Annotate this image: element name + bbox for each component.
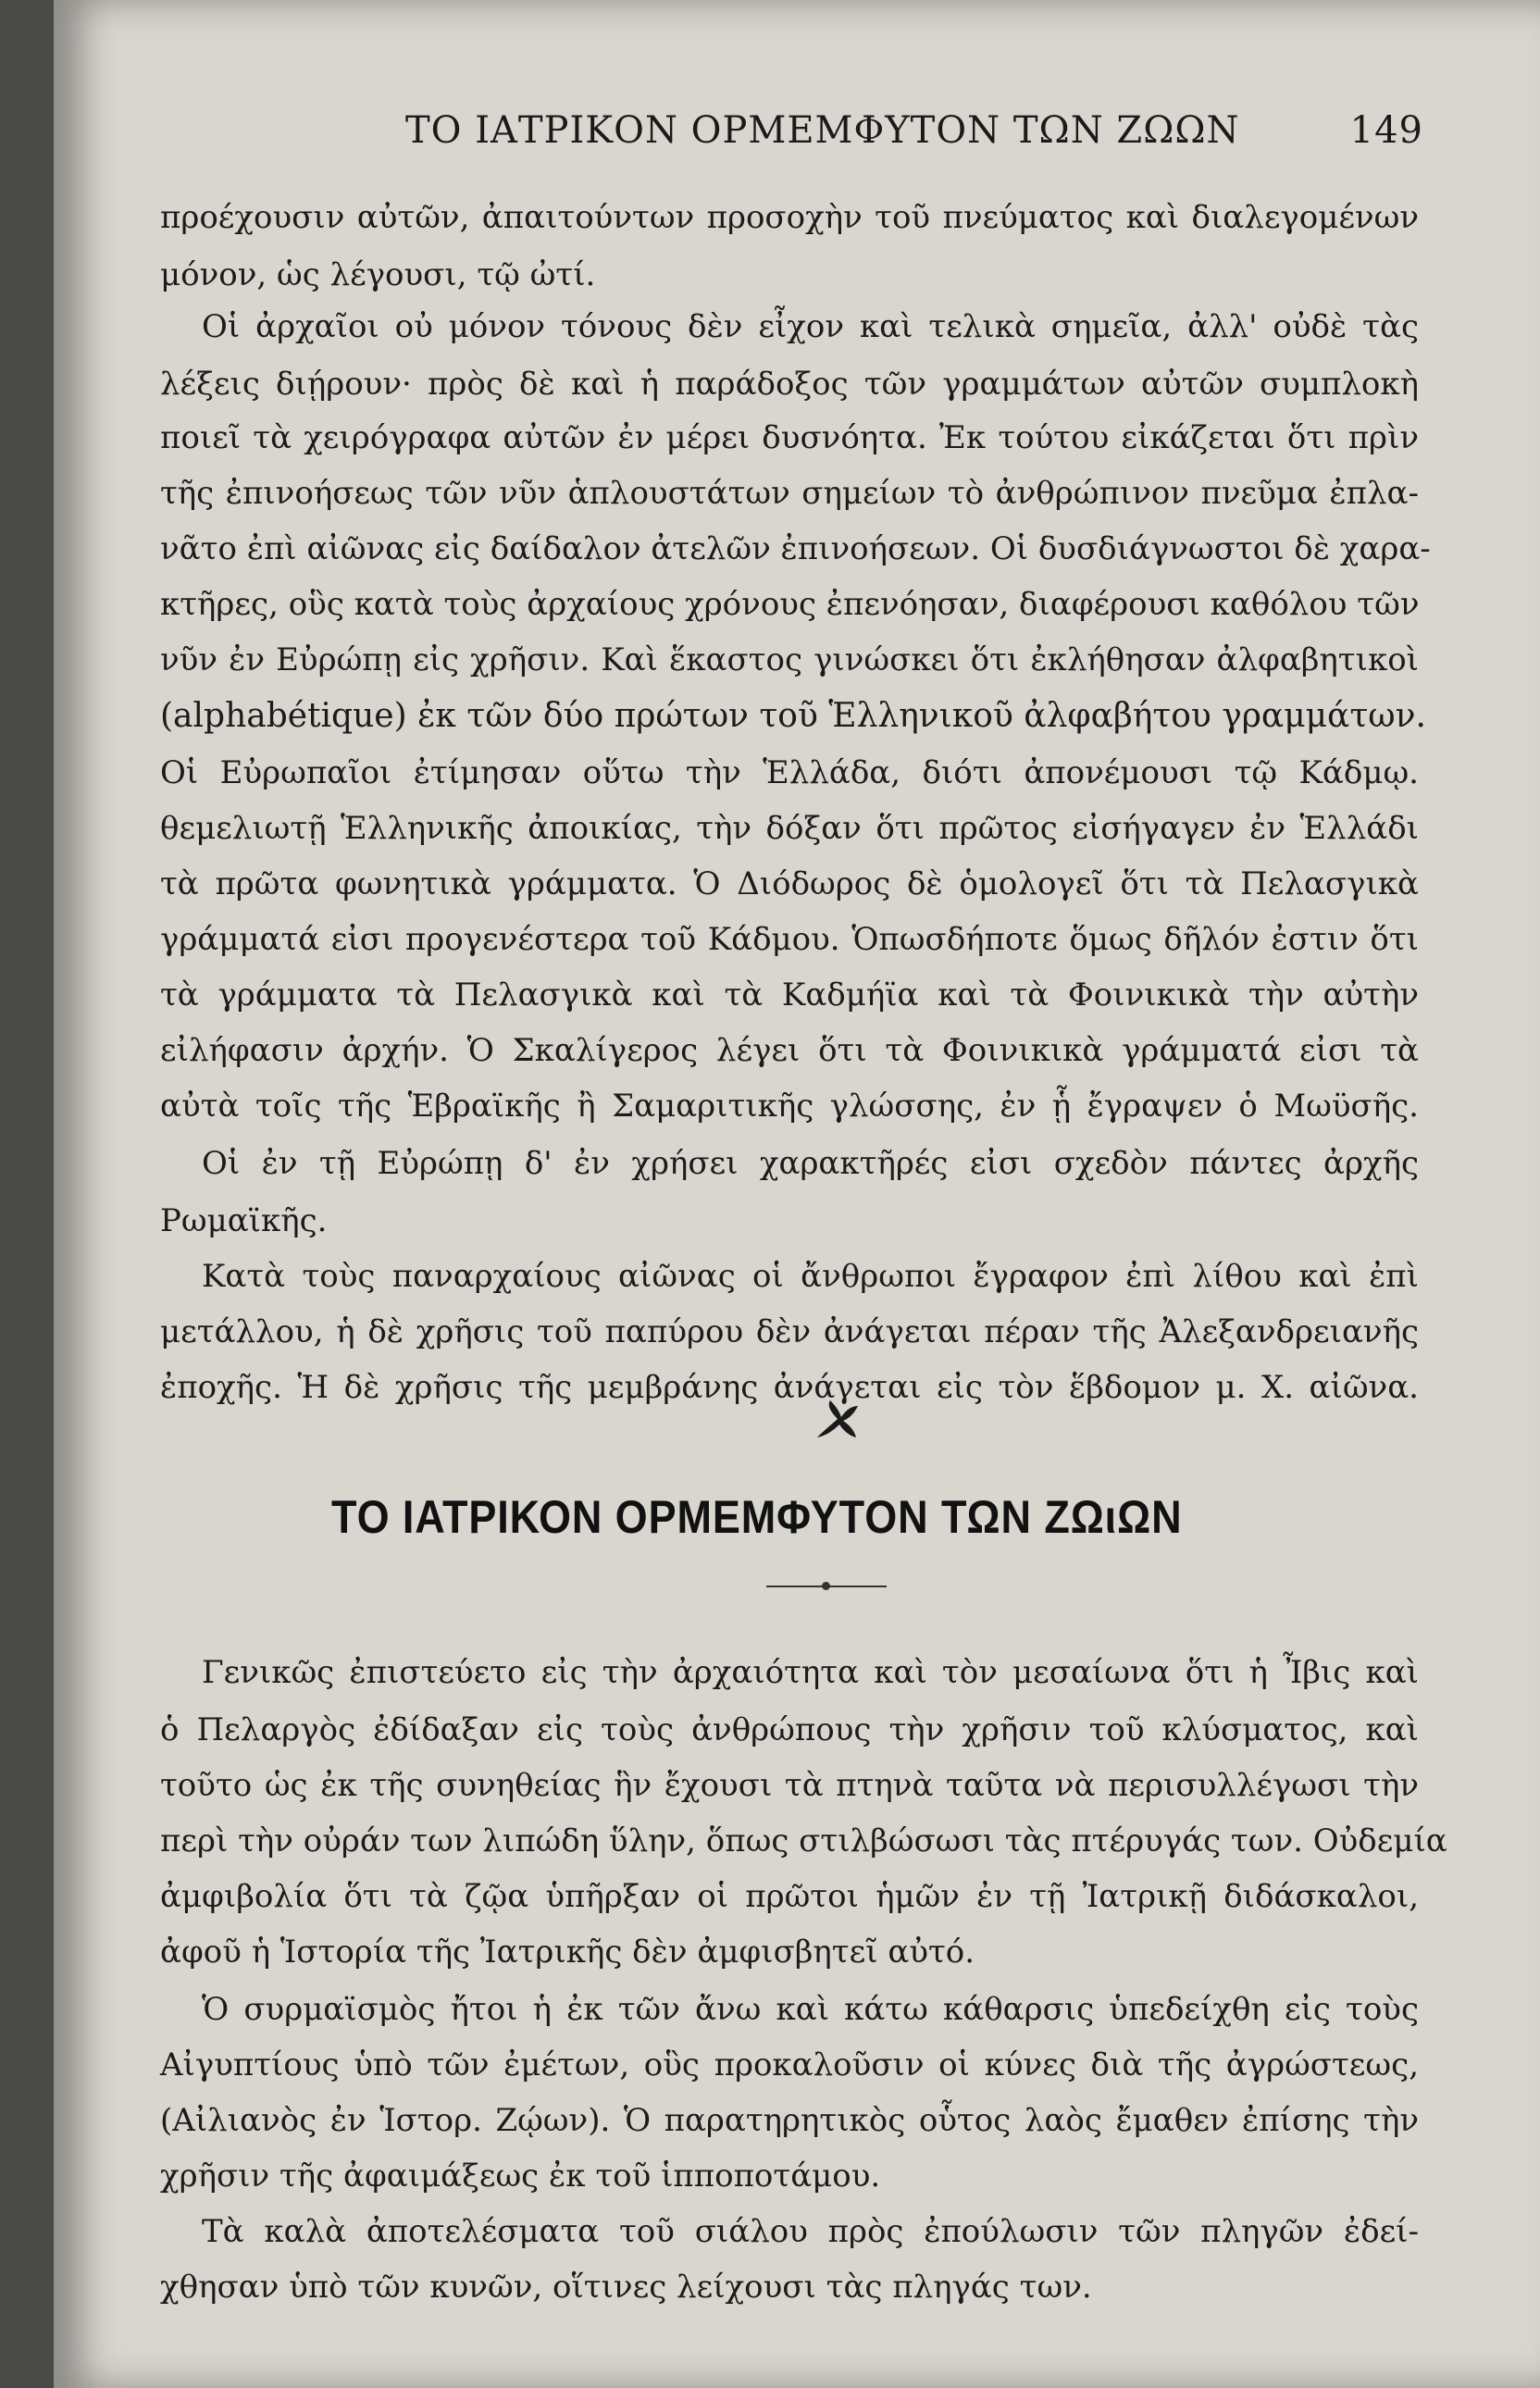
text-line: τοῦτο ὡς ἐκ τῆς συνηθείας ἣν ἔχουσι τὰ πτηνὰ ταῦτα νὰ περισυλλέγωσι τὴν bbox=[160, 1767, 1419, 1804]
text-line: (alphabétique) ἐκ τῶν δύο πρώτων τοῦ Ἑλληνικοῦ ἀλφαβήτου γραμμάτων. bbox=[160, 697, 1426, 735]
text-line: γράμματά εἰσι προγενέστερα τοῦ Κάδμου. Ὁπωσδήποτε ὅμως δῆλόν ἐστιν ὅτι bbox=[160, 921, 1419, 958]
text-line: προέχουσιν αὐτῶν, ἀπαιτούντων προσοχὴν τοῦ πνεύματος καὶ διαλεγομένων bbox=[160, 199, 1419, 236]
page-number: 149 bbox=[1349, 109, 1423, 152]
fleuron-ornament-icon bbox=[808, 1393, 863, 1449]
text-line: (Αἰλιανὸς ἐν Ἱστορ. Ζῴων). Ὁ παρατηρητικὸς οὗτος λαὸς ἔμαθεν ἐπίσης τὴν bbox=[160, 2102, 1419, 2139]
text-line: μετάλλου, ἡ δὲ χρῆσις τοῦ παπύρου δὲν ἀνάγεται πέραν τῆς Ἀλεξανδρειανῆς bbox=[160, 1313, 1419, 1350]
divider-dot bbox=[822, 1582, 830, 1590]
text-line: ἐποχῆς. Ἡ δὲ χρῆσις τῆς μεμβράνης ἀνάγεται εἰς τὸν ἕβδομον μ. Χ. αἰῶνα. bbox=[160, 1369, 1419, 1406]
text-line: αὐτὰ τοῖς τῆς Ἑβραϊκῆς ἢ Σαμαριτικῆς γλώσσης, ἐν ᾗ ἔγραψεν ὁ Μωϋσῆς. bbox=[160, 1088, 1419, 1125]
text-line: Κατὰ τοὺς παναρχαίους αἰῶνας οἱ ἄνθρωποι ἔγραφον ἐπὶ λίθου καὶ ἐπὶ bbox=[202, 1258, 1419, 1295]
text-line: Οἱ ἐν τῇ Εὐρώπῃ δ' ἐν χρήσει χαρακτῆρές εἰσι σχεδὸν πάντες ἀρχῆς bbox=[202, 1145, 1419, 1182]
text-line: Οἱ Εὐρωπαῖοι ἐτίμησαν οὕτω τὴν Ἑλλάδα, διότι ἀπονέμουσι τῷ Κάδμῳ. bbox=[160, 754, 1419, 791]
text-line: Ρωμαϊκῆς. bbox=[160, 1202, 328, 1239]
text-line: τὰ πρῶτα φωνητικὰ γράμματα. Ὁ Διόδωρος δὲ ὁμολογεῖ ὅτι τὰ Πελασγικὰ bbox=[160, 865, 1419, 902]
text-line: Ὁ συρμαϊσμὸς ἤτοι ἡ ἐκ τῶν ἄνω καὶ κάτω κάθαρσις ὑπεδείχθη εἰς τοὺς bbox=[202, 1991, 1419, 2028]
text-line: νᾶτο ἐπὶ αἰῶνας εἰς δαίδαλον ἀτελῶν ἐπινοήσεων. Οἱ δυσδιάγνωστοι δὲ χαρα- bbox=[160, 530, 1431, 567]
text-line: τῆς ἐπινοήσεως τῶν νῦν ἁπλουστάτων σημείων τὸ ἀνθρώπινον πνεῦμα ἐπλα- bbox=[160, 475, 1419, 512]
running-title: ΤΟ ΙΑΤΡΙΚΟΝ ΟΡΜΕΜΦΥΤΟΝ ΤΩΝ ΖΩΩΝ bbox=[405, 109, 1240, 152]
text-line: περὶ τὴν οὐράν των λιπώδη ὕλην, ὅπως στιλβώσωσι τὰς πτέρυγάς των. Οὐδεμία bbox=[160, 1822, 1447, 1859]
text-line: τὰ γράμματα τὰ Πελασγικὰ καὶ τὰ Καδμήϊα καὶ τὰ Φοινικικὰ τὴν αὐτὴν bbox=[160, 976, 1419, 1014]
text-line: ἀμφιβολία ὅτι τὰ ζῷα ὑπῆρξαν οἱ πρῶτοι ἡμῶν ἐν τῇ Ἰατρικῇ διδάσκαλοι, bbox=[160, 1878, 1419, 1915]
text-line: θεμελιωτῇ Ἑλληνικῆς ἀποικίας, τὴν δόξαν ὅτι πρῶτος εἰσήγαγεν ἐν Ἑλλάδι bbox=[160, 810, 1419, 847]
text-line: λέξεις διῄρουν· πρὸς δὲ καὶ ἡ παράδοξος τῶν γραμμάτων αὐτῶν συμπλοκὴ bbox=[160, 366, 1419, 403]
text-line: νῦν ἐν Εὐρώπῃ εἰς χρῆσιν. Καὶ ἕκαστος γινώσκει ὅτι ἐκλήθησαν ἀλφαβητικοὶ bbox=[160, 641, 1419, 678]
text-line: χρῆσιν τῆς ἀφαιμάξεως ἐκ τοῦ ἱπποποτάμου. bbox=[160, 2158, 881, 2195]
text-line: Οἱ ἀρχαῖοι οὐ μόνον τόνους δὲν εἶχον καὶ τελικὰ σημεῖα, ἀλλ' οὐδὲ τὰς bbox=[202, 308, 1419, 345]
section-title: ΤΟ ΙΑΤΡΙΚΟΝ ΟΡΜΕΜΦΥΤΟΝ ΤΩΝ ΖΩιΩΝ bbox=[331, 1491, 1183, 1543]
text-line: χθησαν ὑπὸ τῶν κυνῶν, οἵτινες λείχουσι τὰς πληγάς των. bbox=[160, 2269, 1092, 2306]
text-line: εἰλήφασιν ἀρχήν. Ὁ Σκαλίγερος λέγει ὅτι τὰ Φοινικικὰ γράμματά εἰσι τὰ bbox=[160, 1032, 1419, 1069]
text-line: μόνον, ὡς λέγουσι, τῷ ὠτί. bbox=[160, 256, 596, 293]
text-line: Τὰ καλὰ ἀποτελέσματα τοῦ σιάλου πρὸς ἐπούλωσιν τῶν πληγῶν ἐδεί- bbox=[202, 2213, 1419, 2250]
book-page bbox=[54, 0, 1540, 2388]
text-line: ὁ Πελαργὸς ἐδίδαξαν εἰς τοὺς ἀνθρώπους τὴν χρῆσιν τοῦ κλύσματος, καὶ bbox=[160, 1711, 1419, 1748]
text-line: ἀφοῦ ἡ Ἱστορία τῆς Ἰατρικῆς δὲν ἀμφισβητεῖ αὐτό. bbox=[160, 1934, 975, 1971]
text-line: κτῆρες, οὓς κατὰ τοὺς ἀρχαίους χρόνους ἐπενόησαν, διαφέρουσι καθόλου τῶν bbox=[160, 586, 1420, 623]
text-line: Αἰγυπτίους ὑπὸ τῶν ἐμέτων, οὓς προκαλοῦσιν οἱ κύνες διὰ τῆς ἀγρώστεως, bbox=[160, 2046, 1419, 2083]
text-line: Γενικῶς ἐπιστεύετο εἰς τὴν ἀρχαιότητα καὶ τὸν μεσαίωνα ὅτι ἡ Ἶβις καὶ bbox=[202, 1654, 1419, 1691]
running-head bbox=[405, 109, 1423, 152]
text-line: ποιεῖ τὰ χειρόγραφα αὐτῶν ἐν μέρει δυσνόητα. Ἐκ τούτου εἰκάζεται ὅτι πρὶν bbox=[160, 419, 1419, 456]
